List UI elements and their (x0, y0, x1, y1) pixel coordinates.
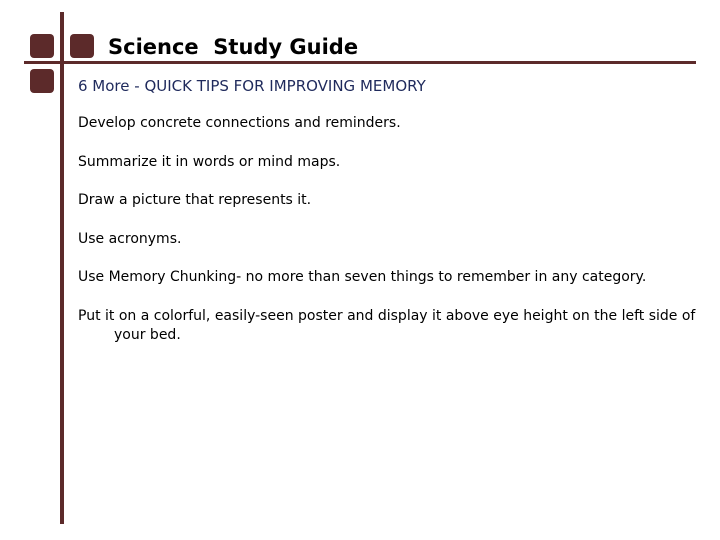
tip-item: Put it on a colorful, easily-seen poster and display it above eye height on the left side of your bed. (78, 307, 696, 343)
decorative-square (30, 34, 54, 58)
slide-title: Science Study Guide (108, 35, 359, 59)
tip-item: Summarize it in words or mind maps. (78, 153, 341, 170)
vertical-rule (60, 12, 64, 524)
decorative-square (30, 69, 54, 93)
decorative-square (70, 34, 94, 58)
tip-item: Develop concrete connections and reminders. (78, 115, 401, 131)
tip-item: Use acronyms. (78, 230, 182, 247)
slide-subtitle: 6 More - QUICK TIPS FOR IMPROVING MEMORY (78, 77, 426, 95)
tips-list (78, 114, 700, 364)
tip-item: Use Memory Chunking- no more than seven things to remember in any category. (78, 269, 647, 285)
horizontal-rule (24, 61, 696, 64)
tip-item: Draw a picture that represents it. (78, 192, 312, 208)
